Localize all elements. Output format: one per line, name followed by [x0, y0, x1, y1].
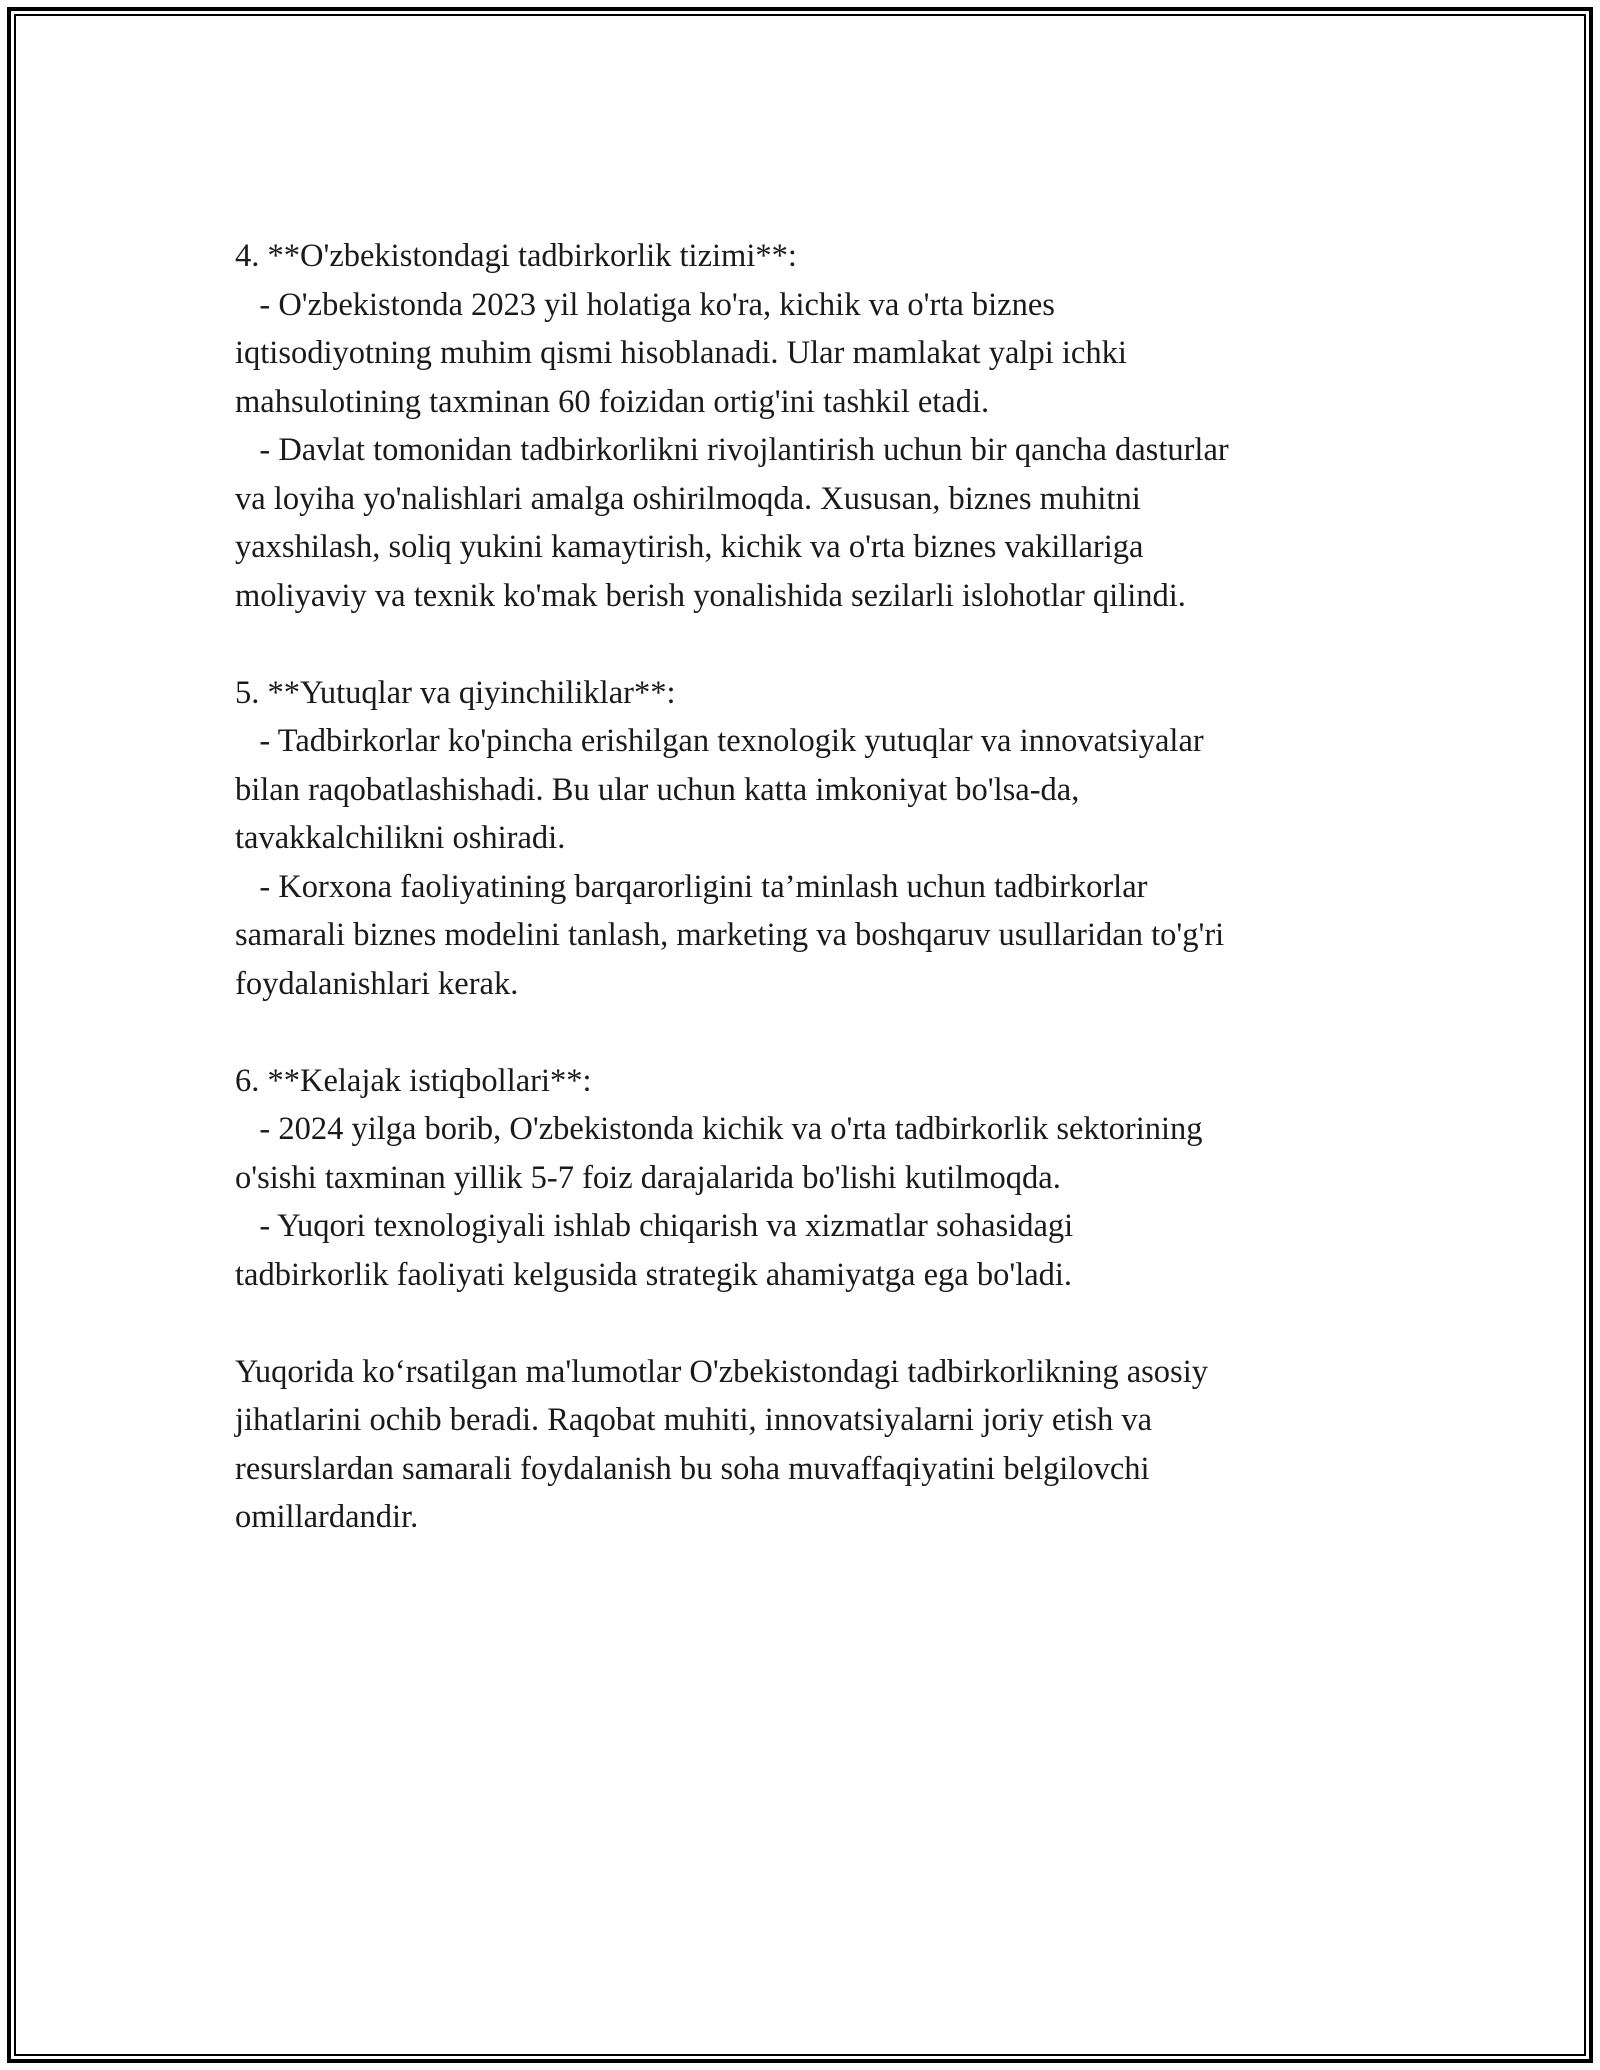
paragraph-spacer: [235, 1008, 1375, 1057]
section-line: va loyiha yo'nalishlari amalga oshirilmoqda. Xususan, biznes muhitni: [235, 480, 1141, 517]
section-line: yaxshilash, soliq yukini kamaytirish, kichik va o'rta biznes vakillariga: [235, 529, 1144, 565]
section-line: iqtisodiyotning muhim qismi hisoblanadi. Ular mamlakat yalpi ichki: [235, 335, 1127, 371]
section-line: tavakkalchilikni oshiradi.: [235, 820, 566, 856]
section-heading: 6. **Kelajak istiqbollari**:: [235, 1062, 592, 1099]
section-heading: 4. **O'zbekistondagi tadbirkorlik tizimi**:: [235, 238, 797, 274]
section-6: [235, 1057, 1375, 1300]
paragraph-spacer: [235, 620, 1375, 669]
section-line: - Tadbirkorlar ko'pincha erishilgan texnologik yutuqlar va innovatsiyalar: [235, 723, 1204, 759]
conclusion-line: jihatlarini ochib beradi. Raqobat muhiti, innovatsiyalarni joriy etish va: [235, 1402, 1153, 1438]
section-line: moliyaviy va texnik ko'mak berish yonalishida sezilarli islohotlar qilindi.: [235, 577, 1186, 614]
section-line: mahsulotining taxminan 60 foizidan ortig'ini tashkil etadi.: [235, 383, 990, 420]
section-line: - 2024 yilga borib, O'zbekistonda kichik va o'rta tadbirkorlik sektorining: [235, 1111, 1203, 1147]
section-4: [235, 232, 1375, 620]
section-heading: 5. **Yutuqlar va qiyinchiliklar**:: [235, 674, 676, 711]
section-line: tadbirkorlik faoliyati kelgusida strategik ahamiyatga ega bo'ladi.: [235, 1256, 1073, 1293]
section-5: [235, 669, 1375, 1009]
conclusion-paragraph: [235, 1348, 1375, 1542]
section-line: - Yuqori texnologiyali ishlab chiqarish va xizmatlar sohasidagi: [235, 1208, 1074, 1244]
conclusion-line: Yuqorida koʻrsatilgan ma'lumotlar O'zbekistondagi tadbirkorlikning asosiy: [235, 1353, 1208, 1390]
section-line: samarali biznes modelini tanlash, marketing va boshqaruv usullaridan to'g'ri: [235, 917, 1225, 953]
section-line: bilan raqobatlashishadi. Bu ular uchun katta imkoniyat bo'lsa-da,: [235, 771, 1080, 808]
section-line: - Korxona faoliyatining barqarorligini ta’minlash uchun tadbirkorlar: [235, 868, 1148, 905]
conclusion-line: omillardandir.: [235, 1499, 419, 1535]
section-line: o'sishi taxminan yillik 5-7 foiz darajalarida bo'lishi kutilmoqda.: [235, 1159, 1061, 1196]
section-line: - Davlat tomonidan tadbirkorlikni rivojlantirish uchun bir qancha dasturlar: [235, 432, 1229, 468]
conclusion-line: resurslardan samarali foydalanish bu soha muvaffaqiyatini belgilovchi: [235, 1450, 1150, 1487]
paragraph-spacer: [235, 1299, 1375, 1348]
section-line: foydalanishlari kerak.: [235, 965, 519, 1002]
section-line: - O'zbekistonda 2023 yil holatiga ko'ra, kichik va o'rta biznes: [235, 286, 1055, 323]
document-body: [235, 232, 1375, 1542]
